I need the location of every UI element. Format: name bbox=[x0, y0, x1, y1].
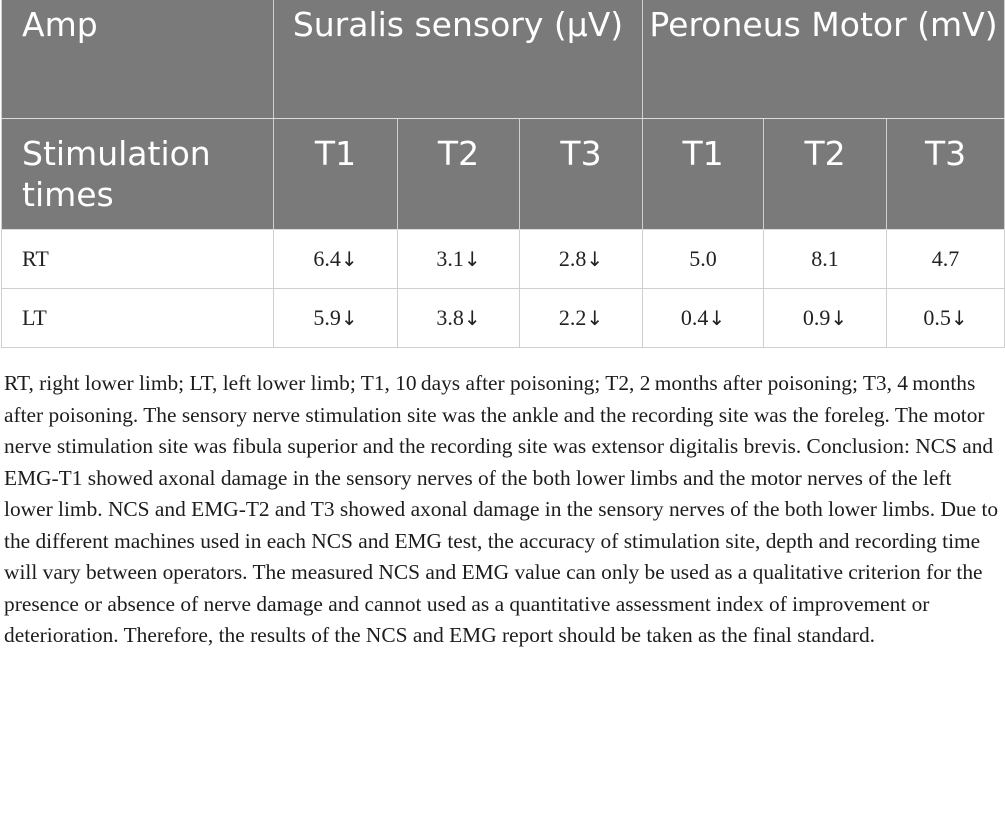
header-time-suralis-t3: T3 bbox=[520, 118, 643, 229]
down-arrow-icon: ↓ bbox=[586, 246, 604, 271]
nerve-conduction-table bbox=[1, 0, 1005, 348]
header-time-suralis-t1: T1 bbox=[274, 118, 398, 229]
header-amp: Amp bbox=[2, 0, 274, 118]
table-row-rt bbox=[2, 229, 1005, 288]
cell-value: 2.8 bbox=[558, 245, 587, 271]
table-cell bbox=[643, 288, 764, 347]
header-time-peroneus-t1: T1 bbox=[643, 118, 764, 229]
table-cell bbox=[887, 288, 1005, 347]
header-stimulation-times: Stimulation times bbox=[2, 118, 274, 229]
table-cell bbox=[643, 229, 764, 288]
table-cell bbox=[764, 229, 887, 288]
header-peroneus-motor: Peroneus Motor (mV) bbox=[643, 0, 1005, 118]
table-cell bbox=[274, 288, 398, 347]
cell-value: 0.5 bbox=[923, 304, 951, 330]
header-time-suralis-t2: T2 bbox=[398, 118, 520, 229]
cell-value: 2.2 bbox=[558, 304, 587, 330]
cell-value: 5.0 bbox=[689, 245, 717, 271]
cell-value: 3.8 bbox=[436, 304, 464, 330]
row-label-rt: RT bbox=[2, 229, 274, 288]
down-arrow-icon: ↓ bbox=[463, 305, 481, 330]
down-arrow-icon: ↓ bbox=[830, 305, 848, 330]
table-footnote: RT, right lower limb; LT, left lower limb; T1, 10 days after poisoning; T2, 2 months after poisoning; T3, 4 months after poisoning. The sensory nerve stimulation site was the ankle and the recording site was the foreleg. The motor nerve stimulation site was fibula superior and the recording site was extensor digitalis brevis. Conclusion: NCS and EMG-T1 showed axonal damage in the sensory nerves of the both lower limbs and the motor nerves of the left lower limb. NCS and EMG-T2 and T3 showed axonal damage in the sensory nerves of the both lower limbs. Due to the different machines used in each NCS and EMG test, the accuracy of stimulation site, depth and recording time will vary between operators. The measured NCS and EMG value can only be used as a qualitative criterion for the presence or absence of nerve damage and cannot used as a quantitative assessment index of improvement or deterioration. Therefore, the results of the NCS and EMG report should be taken as the final standard. bbox=[4, 371, 999, 647]
header-suralis-sensory: Suralis sensory (μV) bbox=[274, 0, 643, 118]
table-cell bbox=[520, 229, 643, 288]
down-arrow-icon: ↓ bbox=[708, 305, 726, 330]
cell-value: 3.1 bbox=[436, 245, 464, 271]
header-row-amp bbox=[2, 0, 1005, 118]
table-cell bbox=[764, 288, 887, 347]
table-cell bbox=[887, 229, 1005, 288]
cell-value: 8.1 bbox=[811, 245, 839, 271]
table-row-lt bbox=[2, 288, 1005, 347]
down-arrow-icon: ↓ bbox=[950, 305, 968, 330]
cell-value: 4.7 bbox=[931, 245, 960, 271]
table-cell bbox=[398, 288, 520, 347]
header-row-stimulation bbox=[2, 118, 1005, 229]
down-arrow-icon: ↓ bbox=[463, 246, 481, 271]
row-label-lt: LT bbox=[2, 288, 274, 347]
cell-value: 0.4 bbox=[680, 304, 709, 330]
cell-value: 6.4 bbox=[313, 245, 341, 271]
header-time-peroneus-t3: T3 bbox=[887, 118, 1005, 229]
cell-value: 5.9 bbox=[313, 304, 341, 330]
down-arrow-icon: ↓ bbox=[586, 305, 604, 330]
table-cell bbox=[274, 229, 398, 288]
table-cell bbox=[398, 229, 520, 288]
down-arrow-icon: ↓ bbox=[340, 305, 358, 330]
table-cell bbox=[520, 288, 643, 347]
down-arrow-icon: ↓ bbox=[340, 246, 358, 271]
cell-value: 0.9 bbox=[802, 304, 831, 330]
header-time-peroneus-t2: T2 bbox=[764, 118, 887, 229]
